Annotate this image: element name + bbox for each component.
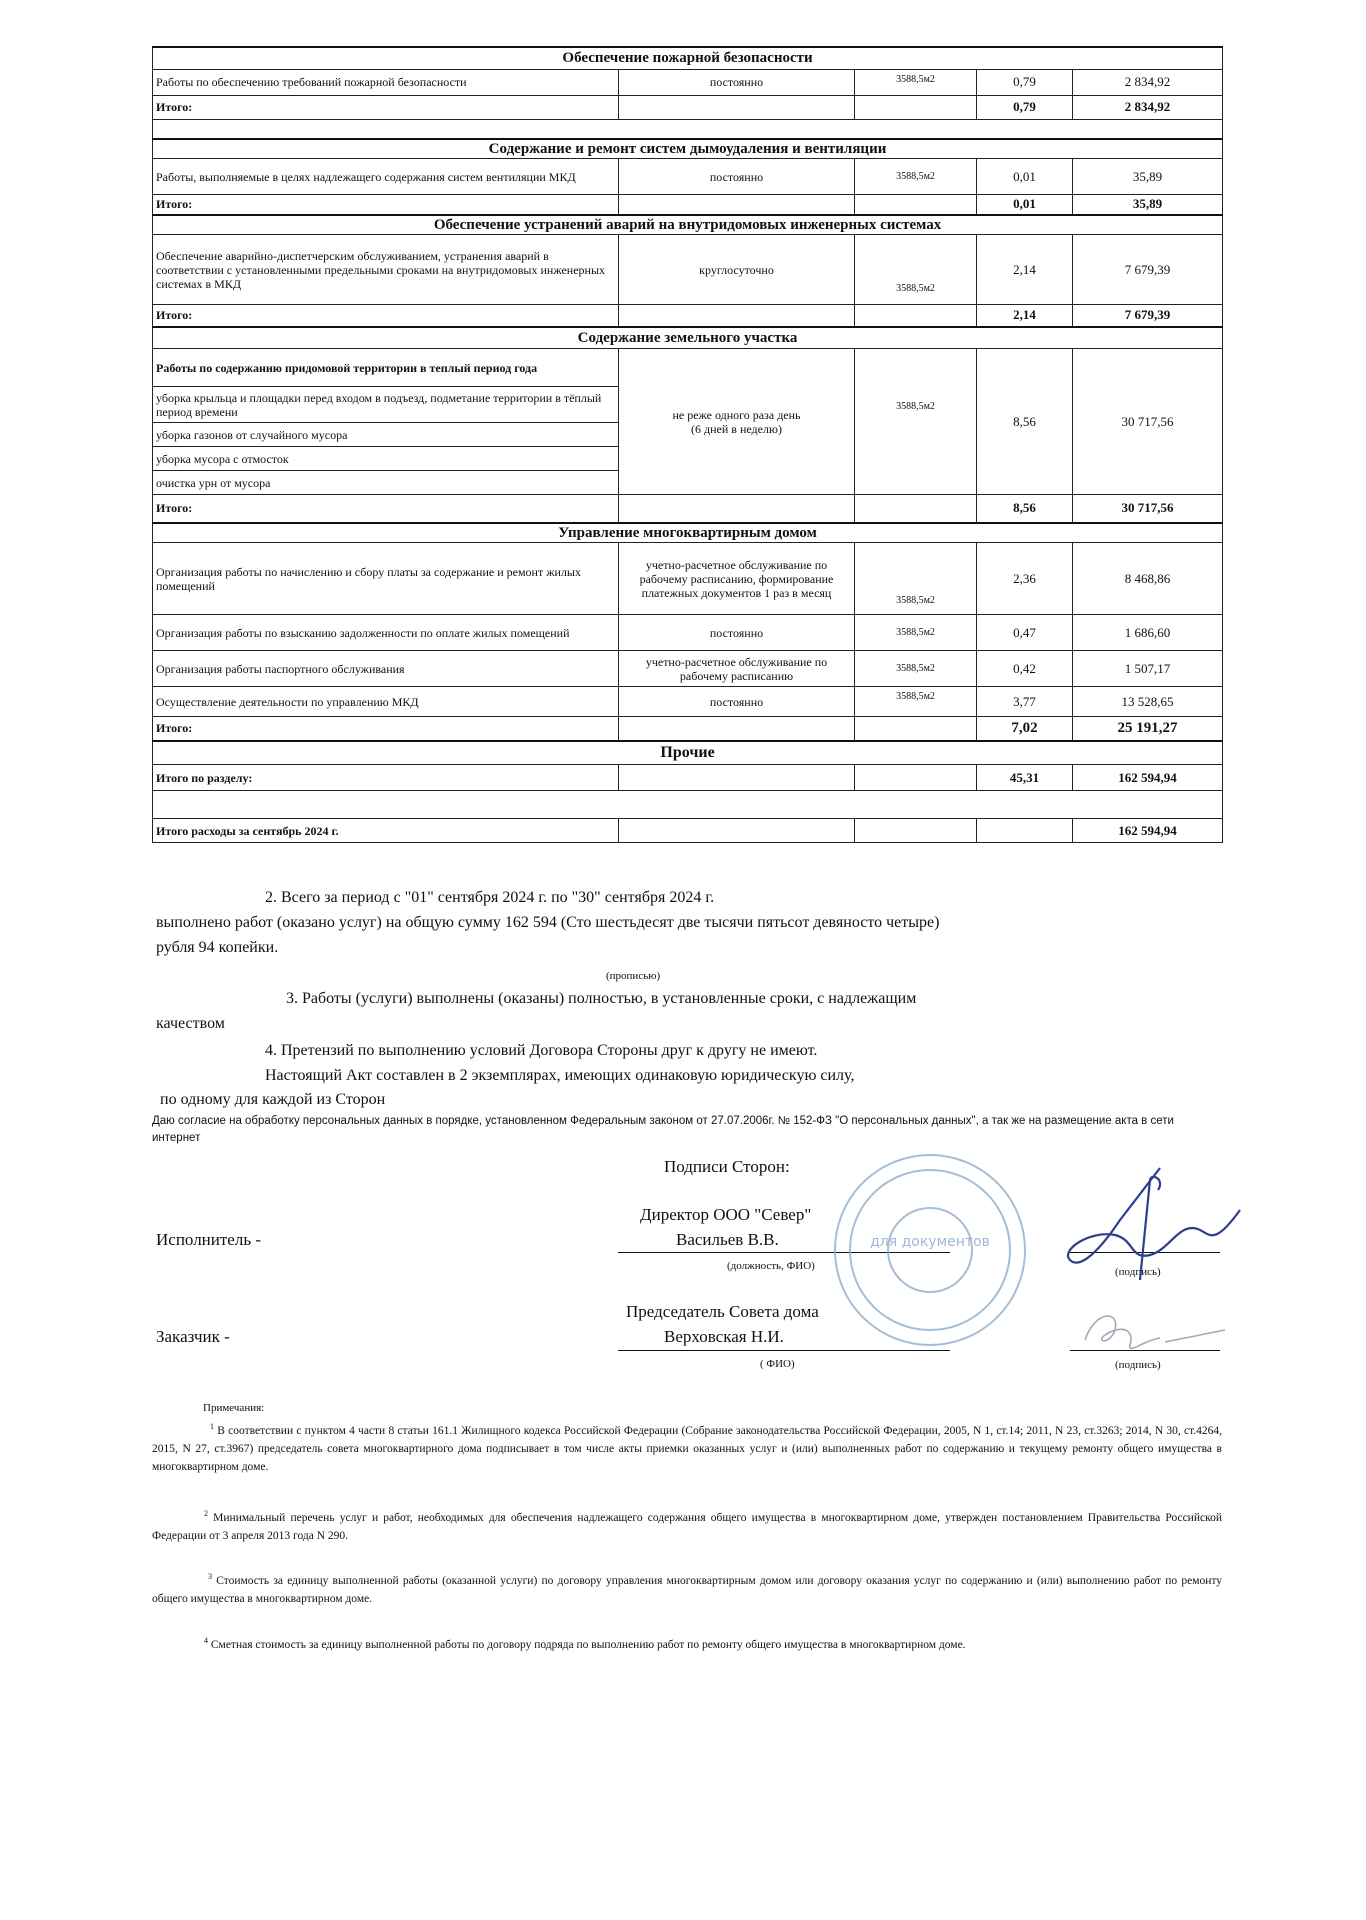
table-row (153, 651, 1223, 687)
section-total-rate: 45,31 (977, 765, 1073, 791)
paragraph-3-line-1: 3. Работы (услуги) выполнены (оказаны) полностью, в установленные сроки, с надлежащим (286, 990, 917, 1007)
section-title: Прочие (153, 741, 1223, 765)
section-title: Обеспечение устранений аварий на внутридомовых инженерных системах (153, 215, 1223, 235)
services-table (152, 46, 1223, 843)
customer-label: Заказчик - (156, 1327, 230, 1346)
paragraph-2-line-2: выполнено работ (оказано услуг) на общую сумму 162 594 (Сто шестьдесят две тысячи пятьсот девяносто четыре) (156, 914, 940, 931)
total-rate: 0,01 (977, 195, 1073, 215)
cell-period: круглосуточно (619, 235, 855, 305)
cell-name: Организация работы по начислению и сбору платы за содержание и ремонт жилых помещений (153, 543, 619, 615)
cell-area: 3588,5м2 (855, 543, 977, 615)
paragraph-5-line-2: по одному для каждой из Сторон (160, 1091, 386, 1108)
grand-total-label: Итого расходы за сентябрь 2024 г. (153, 819, 619, 843)
section-title: Содержание и ремонт систем дымоудаления и вентиляции (153, 139, 1223, 159)
cell-sum: 35,89 (1073, 159, 1223, 195)
cell-name: Организация работы паспортного обслуживания (153, 651, 619, 687)
blank-row (153, 791, 1223, 819)
grand-total-row (153, 819, 1223, 843)
customer-line (618, 1350, 950, 1351)
total-sum: 35,89 (1073, 195, 1223, 215)
table-row (153, 159, 1223, 195)
table-row (153, 543, 1223, 615)
cell-name: Осуществление деятельности по управлению МКД (153, 687, 619, 717)
period-line: (6 дней в неделю) (691, 421, 782, 436)
cell-area: 3588,5м2 (855, 651, 977, 687)
note-2 (152, 1505, 1222, 1545)
customer-sign-caption: (подпись) (1115, 1359, 1161, 1371)
stamp-text: для документов (870, 1234, 990, 1250)
stamp-icon (830, 1150, 1030, 1350)
total-sum: 2 834,92 (1073, 95, 1223, 119)
executor-label: Исполнитель - (156, 1230, 261, 1249)
note-3-text: Стоимость за единицу выполненной работы (оказанной услуги) по договору управления многоквартирным домом или договору оказания услуг по содержанию и (или) выполнению работ по ремонту общего имущества в многоквартирном доме. (152, 1574, 1222, 1605)
cell-rate: 8,56 (977, 349, 1073, 495)
notes-heading: Примечания: (203, 1402, 265, 1414)
cell-area: 3588,5м2 (855, 349, 977, 495)
section-total-row (153, 765, 1223, 791)
total-row (153, 95, 1223, 119)
executor-sign-caption: (подпись) (1115, 1266, 1161, 1278)
section-row-mgmt (153, 523, 1223, 543)
paragraph-5-line-1: Настоящий Акт составлен в 2 экземплярах, имеющих одинаковую юридическую силу, (265, 1067, 855, 1084)
cell-rate: 0,01 (977, 159, 1073, 195)
cell-area: 3588,5м2 (855, 159, 977, 195)
cell-name: Работы по содержанию придомовой территории в теплый период года (153, 349, 619, 387)
total-label: Итого: (153, 305, 619, 327)
cell-area: 3588,5м2 (855, 235, 977, 305)
cell-period: учетно-расчетное обслуживание по рабочему расписанию (619, 651, 855, 687)
total-sum: 7 679,39 (1073, 305, 1223, 327)
table-row (153, 615, 1223, 651)
blank-row (153, 119, 1223, 139)
cell-name: уборка мусора с отмосток (153, 447, 619, 471)
customer-name: Верховская Н.И. (664, 1327, 784, 1346)
cell-period (619, 349, 855, 495)
section-row-emerg (153, 215, 1223, 235)
cell-rate: 0,47 (977, 615, 1073, 651)
note-2-text: Минимальный перечень услуг и работ, необходимых для обеспечения надлежащего содержания общего имущества в многоквартирном доме, утвержден постановлением Правительства Российской Федерации от 3 апреля 2013 года N 290. (152, 1511, 1223, 1542)
note-3 (152, 1568, 1222, 1608)
cell-sum: 1 686,60 (1073, 615, 1223, 651)
total-rate: 2,14 (977, 305, 1073, 327)
total-label: Итого: (153, 95, 619, 119)
period-line: не реже одного раза день (672, 407, 801, 422)
cell-area: 3588,5м2 (855, 687, 977, 717)
section-total-label: Итого по разделу: (153, 765, 619, 791)
cell-area: 3588,5м2 (855, 69, 977, 95)
total-row (153, 305, 1223, 327)
cell-period: постоянно (619, 687, 855, 717)
total-rate: 7,02 (977, 717, 1073, 741)
section-row-vent (153, 139, 1223, 159)
cell-sum: 2 834,92 (1073, 69, 1223, 95)
total-row (153, 495, 1223, 523)
signatures-heading: Подписи Сторон: (664, 1157, 790, 1176)
total-label: Итого: (153, 495, 619, 523)
cell-name: уборка газонов от случайного мусора (153, 423, 619, 447)
section-title: Управление многоквартирным домом (153, 523, 1223, 543)
table-row (153, 69, 1223, 95)
total-sum: 25 191,27 (1073, 717, 1223, 741)
note-4 (152, 1632, 1222, 1654)
customer-position: Председатель Совета дома (626, 1302, 819, 1321)
paragraph-3-line-2: качеством (156, 1015, 225, 1032)
consent-text: Даю согласие на обработку персональных данных в порядке, установленном Федеральным законом от 27.07.2006г. № 152-ФЗ "О персональных данных", а так же на размещение акта в сети интернет (152, 1115, 1174, 1144)
section-row-other (153, 741, 1223, 765)
note-4-text: Сметная стоимость за единицу выполненной работы по договору подряда по выполнению работ по ремонту общего имущества в многоквартирном доме. (210, 1638, 966, 1651)
cell-rate: 2,14 (977, 235, 1073, 305)
note-4-mark: 4 (204, 1636, 208, 1645)
cell-sum: 7 679,39 (1073, 235, 1223, 305)
total-row (153, 195, 1223, 215)
cell-rate: 0,79 (977, 69, 1073, 95)
total-label: Итого: (153, 717, 619, 741)
table-row (153, 235, 1223, 305)
section-title: Обеспечение пожарной безопасности (153, 47, 1223, 69)
note-2-mark: 2 (204, 1509, 208, 1518)
executor-position: Директор ООО "Север" (640, 1205, 812, 1224)
cell-rate: 0,42 (977, 651, 1073, 687)
cell-name: Работы, выполняемые в целях надлежащего содержания систем вентиляции МКД (153, 159, 619, 195)
cell-name: Организация работы по взысканию задолженности по оплате жилых помещений (153, 615, 619, 651)
total-label: Итого: (153, 195, 619, 215)
section-row-land (153, 327, 1223, 349)
section-row-fire (153, 47, 1223, 69)
cell-period: постоянно (619, 615, 855, 651)
note-1 (152, 1418, 1222, 1476)
note-1-text: В соответствии с пунктом 4 части 8 статьи 161.1 Жилищного кодекса Российской Федерации (Собрание законодательства Российской Федерации, 2005, N 1, ст.14; 2011, N 23, ст.3263; 2014, N 30, ст.4264, 2015, N 27, ст.3967) председатель совета многоквартирного дома подписывает в том числе акты приемки оказанных услуг и (или) выполненных работ по содержанию и текущему ремонту общего имущества в многоквартирном доме. (152, 1424, 1222, 1473)
paragraph-4: 4. Претензий по выполнению условий Договора Стороны друг к другу не имеют. (265, 1042, 818, 1059)
total-rate: 0,79 (977, 95, 1073, 119)
cell-name: уборка крыльца и площадки перед входом в подъезд, подметание территории в тёплый период времени (153, 387, 619, 423)
customer-signature-icon (1065, 1300, 1235, 1360)
executor-signature-icon (1040, 1160, 1260, 1310)
cell-sum: 1 507,17 (1073, 651, 1223, 687)
cell-name: очистка урн от мусора (153, 471, 619, 495)
cell-sum: 8 468,86 (1073, 543, 1223, 615)
executor-name: Васильев В.В. (676, 1230, 779, 1249)
cell-sum: 13 528,65 (1073, 687, 1223, 717)
executor-caption: (должность, ФИО) (727, 1260, 815, 1272)
table-row (153, 687, 1223, 717)
note-1-mark: 1 (210, 1422, 214, 1431)
paragraph-2-line-1: 2. Всего за период с "01" сентября 2024 г. по "30" сентября 2024 г. (265, 889, 715, 906)
grand-total-sum: 162 594,94 (1073, 819, 1223, 843)
section-title: Содержание земельного участка (153, 327, 1223, 349)
cell-rate: 2,36 (977, 543, 1073, 615)
table-row (153, 349, 1223, 387)
note-3-mark: 3 (208, 1572, 212, 1581)
total-rate: 8,56 (977, 495, 1073, 523)
propis-caption: (прописью) (606, 970, 661, 982)
cell-area: 3588,5м2 (855, 615, 977, 651)
total-sum: 30 717,56 (1073, 495, 1223, 523)
cell-sum: 30 717,56 (1073, 349, 1223, 495)
cell-period: постоянно (619, 159, 855, 195)
section-total-sum: 162 594,94 (1073, 765, 1223, 791)
paragraph-2-line-3: рубля 94 копейки. (156, 939, 279, 956)
cell-rate: 3,77 (977, 687, 1073, 717)
customer-caption: ( ФИО) (760, 1358, 795, 1370)
cell-name: Работы по обеспечению требований пожарной безопасности (153, 69, 619, 95)
cell-period: постоянно (619, 69, 855, 95)
cell-period: учетно-расчетное обслуживание по рабочему расписанию, формирование платежных документов 1 раз в месяц (619, 543, 855, 615)
total-row (153, 717, 1223, 741)
cell-name: Обеспечение аварийно-диспетчерским обслуживанием, устранения аварий в соответствии с установленными предельными сроками на внутридомовых инженерных системах в МКД (153, 235, 619, 305)
